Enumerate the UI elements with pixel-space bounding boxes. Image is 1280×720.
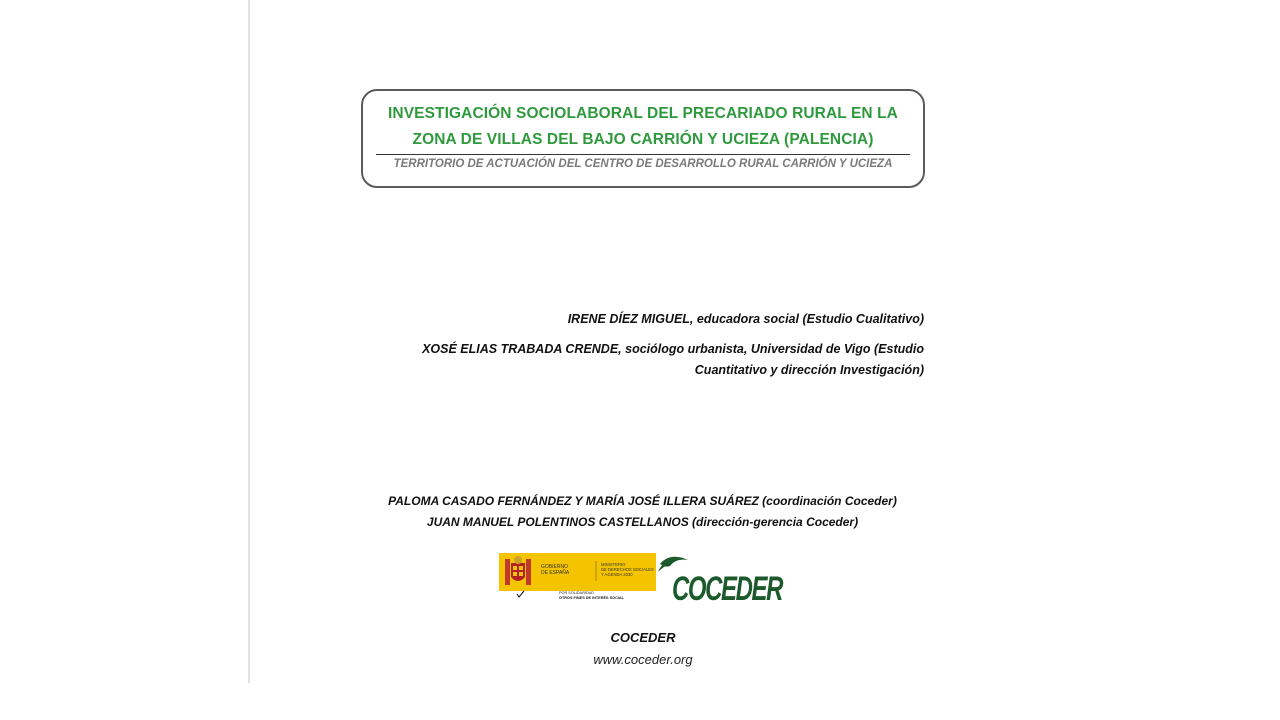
footer-organization: COCEDER [610,630,676,645]
coceder-logo [656,552,786,608]
page-left-edge [248,0,250,683]
gov-text-2: DE ESPAÑA [541,570,570,576]
title-box [361,89,925,188]
coat-of-arms-icon [505,556,531,585]
government-spain-logo [499,553,656,601]
solidaria-line-2: OTROS FINES DE INTERÉS SOCIAL [559,596,624,600]
ministry-line-3: Y AGENDA 2030 [601,572,633,577]
ministry-line-1: MINISTERIO [601,562,626,567]
coordination-line-2: JUAN MANUEL POLENTINOS CASTELLANOS (dirección-gerencia Coceder) [426,515,859,529]
author-irene: IRENE DÍEZ MIGUEL, educadora social (Estudio Cualitativo) [567,312,924,326]
coceder-wordmark: COCEDER [672,570,784,608]
ministry-line-2: DE DERECHOS SOCIALES [601,567,654,572]
title-line-1: INVESTIGACIÓN SOCIOLABORAL DEL PRECARIADO RURAL EN LA [388,105,898,122]
title-line-2: ZONA DE VILLAS DEL BAJO CARRIÓN Y UCIEZA (PALENCIA) [412,131,874,148]
author-xose [384,339,924,381]
footer-website-link[interactable]: www.coceder.org [593,652,693,667]
gov-text-1: GOBIERNO [541,564,568,570]
subtitle: TERRITORIO DE ACTUACIÓN DEL CENTRO DE DESARROLLO RURAL CARRIÓN Y UCIEZA [393,158,893,170]
title-divider [376,154,910,155]
author-xose-line-1: XOSÉ ELIAS TRABADA CRENDE, sociólogo urbanista, Universidad de Vigo (Estudio [422,342,924,356]
author-xose-line-2: Cuantitativo y dirección Investigación) [694,363,924,377]
solidaria-line-1: POR SOLIDARIDAD [559,591,595,595]
coordination-line-1: PALOMA CASADO FERNÁNDEZ Y MARÍA JOSÉ ILLERA SUÁREZ (coordinación Coceder) [388,494,897,508]
